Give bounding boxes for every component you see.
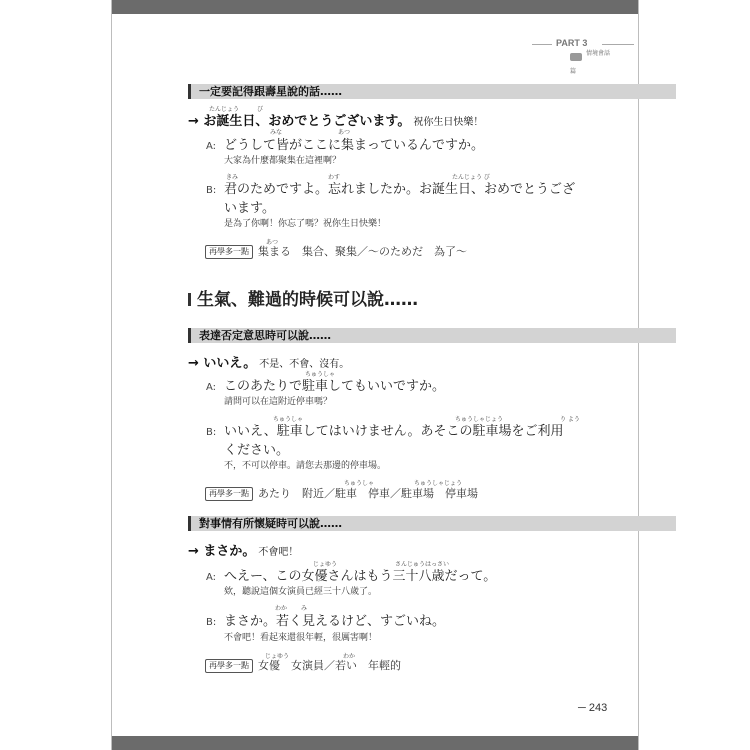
chapter-heading-text: 生氣、難過的時候可以說……: [197, 290, 418, 310]
translation: 是為了你啊！你忘了嗎？祝你生日快樂！: [224, 219, 387, 229]
dialogue-jp: このあたりで駐車してもいいですか。: [224, 379, 446, 394]
vocab-text: あたり 附近／駐車 停車／駐車場 停車場: [258, 487, 478, 500]
furigana: ちゅうしゃ: [305, 371, 336, 378]
header-rule-left: [532, 44, 552, 45]
translation: 不會吧！看起來還很年輕，很厲害啊！: [224, 633, 378, 643]
section-title-3: 對事情有所懷疑時可以說……: [188, 516, 676, 531]
furigana: り よう: [560, 416, 580, 423]
furigana: わか: [275, 605, 288, 612]
key-phrase-zh: 祝你生日快樂！: [413, 117, 484, 128]
furigana: あつ: [338, 129, 351, 136]
translation: 大家為什麼都聚集在這裡啊？: [224, 156, 342, 166]
key-phrase-jp: → いいえ。: [188, 356, 257, 371]
vocab-label: 再學多一點: [205, 659, 253, 673]
dialogue-jp: まさか。若く見えるけど、すごいね。: [224, 614, 446, 629]
furigana: あつ: [266, 239, 279, 246]
vocab-row-1: [205, 243, 467, 259]
top-bar: [112, 0, 638, 14]
dialogue-a-3: [206, 565, 496, 584]
key-phrase-jp: → お誕生日、おめでとうございます。: [188, 114, 411, 129]
vocab-label: 再學多一點: [205, 487, 253, 501]
furigana: さんじゅうはっさい: [395, 561, 450, 568]
dialogue-b-1: [206, 178, 575, 197]
furigana: わす: [328, 174, 341, 181]
speaker-label: B:: [206, 427, 217, 438]
translation: 不，不可以停車。請您去那邊的停車場。: [224, 461, 387, 471]
furigana: みな: [270, 129, 283, 136]
vocab-row-2: [205, 485, 478, 501]
dialogue-b-cont: います。: [224, 201, 275, 216]
dialogue-jp: へえー、この女優さんはもう三十八歳だって。: [224, 569, 497, 584]
speaker-label: B:: [206, 617, 217, 628]
dialogue-jp: いいえ、駐車してはいけません。あそこの駐車場をご利用: [224, 424, 564, 439]
furigana: わか: [343, 653, 356, 660]
speaker-label: A:: [206, 141, 217, 152]
furigana: び: [257, 106, 264, 113]
chapter-heading: [188, 290, 418, 310]
book-page: [111, 0, 639, 750]
key-phrase-jp: → まさか。: [188, 544, 256, 559]
heading-marker: [188, 293, 191, 306]
furigana: ちゅうしゃじょう: [414, 480, 463, 487]
furigana: たんじょう び: [452, 174, 490, 181]
furigana: たんじょう: [209, 106, 240, 113]
vocab-label: 再學多一點: [205, 245, 253, 259]
dialogue-jp: どうして皆がここに集まっているんですか。: [224, 138, 485, 153]
furigana: きみ: [226, 174, 239, 181]
speaker-label: B:: [206, 185, 217, 196]
dialogue-jp: 君のためですよ。忘れましたか。お誕生日、おめでとうござ: [224, 182, 576, 197]
part-label: PART 3: [556, 38, 588, 48]
vocab-text: 女優 女演員／若い 年輕的: [258, 659, 401, 672]
page-number: ─ 243: [578, 702, 608, 714]
dialogue-b-cont: ください。: [224, 443, 290, 458]
furigana: ちゅうしゃ: [273, 416, 304, 423]
vocab-row-3: [205, 657, 401, 673]
speaker-label: A:: [206, 382, 217, 393]
header-rule-right: [602, 44, 634, 45]
furigana: じょゆう: [265, 653, 290, 660]
key-phrase-3: [188, 540, 298, 559]
furigana: ちゅうしゃじょう: [455, 416, 504, 423]
key-phrase-1: [188, 110, 483, 129]
chat-icon: [570, 53, 582, 61]
section-title-2: 表達否定意思時可以說……: [188, 328, 676, 343]
dialogue-a-2: [206, 375, 445, 394]
speaker-label: A:: [206, 572, 217, 583]
translation: 請問可以在這附近停車嗎？: [224, 397, 333, 407]
part-subtitle: 情境會話: [586, 50, 611, 57]
vocab-text: 集まる 集合、聚集／～のためだ 為了～: [258, 245, 467, 258]
furigana: み: [301, 605, 308, 612]
section-title-1: 一定要記得跟壽星說的話……: [188, 84, 676, 99]
dialogue-b-3: [206, 610, 445, 629]
dialogue-b-2: [206, 420, 564, 439]
furigana: ちゅうしゃ: [344, 480, 375, 487]
bottom-bar: [112, 736, 638, 750]
dialogue-a-1: [206, 134, 484, 153]
key-phrase-zh: 不會吧！: [258, 547, 299, 558]
furigana: じょゆう: [313, 561, 338, 568]
translation: 欸，聽說這個女演員已經三十八歲了。: [224, 587, 378, 597]
key-phrase-zh: 不是、不會、沒有。: [259, 359, 350, 370]
part-subtitle-2: 篇: [570, 68, 577, 75]
